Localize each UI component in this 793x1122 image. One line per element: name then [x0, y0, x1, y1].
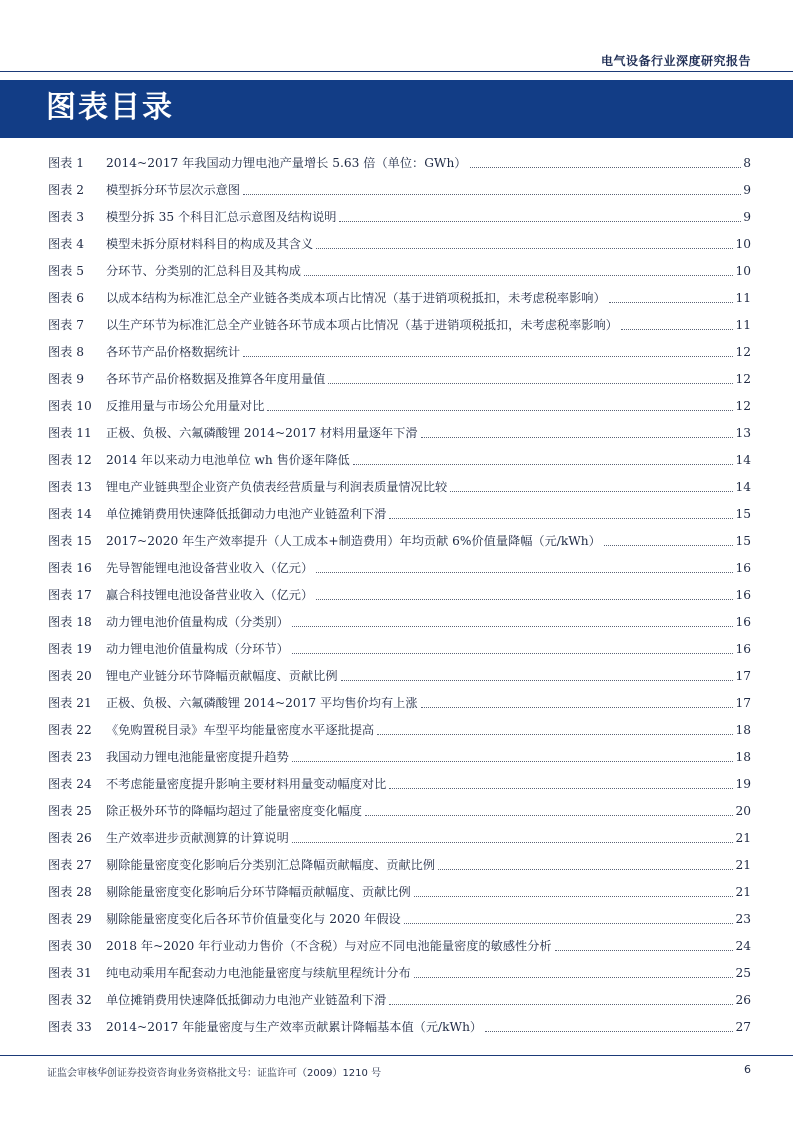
toc-entry-page: 11	[735, 291, 751, 305]
toc-entry-page: 16	[735, 615, 751, 629]
toc-entry-title: 2014~2017 年我国动力锂电池产量增长 5.63 倍（单位：GWh）	[106, 156, 467, 170]
toc-dot-leader	[377, 734, 733, 735]
toc-entry[interactable]	[48, 225, 751, 252]
page-number: 6	[744, 1063, 751, 1076]
toc-entry-label: 图表 7	[48, 318, 85, 332]
toc-entry-label: 图表 26	[48, 831, 92, 845]
toc-dot-leader	[389, 1004, 733, 1005]
toc-dot-leader	[470, 167, 742, 168]
toc-dot-leader	[421, 437, 734, 438]
toc-entry-page: 27	[735, 1020, 751, 1034]
toc-entry-title: 分环节、分类别的汇总科目及其构成	[106, 264, 301, 278]
footer-divider	[0, 1055, 793, 1056]
toc-entry[interactable]	[48, 603, 751, 630]
toc-entry[interactable]	[48, 495, 751, 522]
toc-dot-leader	[328, 383, 733, 384]
toc-entry-page: 8	[743, 156, 751, 170]
toc-entry-title: 以生产环节为标准汇总全产业链各环节成本项占比情况（基于进销项税抵扣，未考虑税率影响）	[106, 318, 618, 332]
toc-entry-page: 12	[735, 372, 751, 386]
toc-entry-label: 图表 4	[48, 237, 85, 251]
toc-entry[interactable]	[48, 711, 751, 738]
section-banner	[0, 80, 793, 138]
toc-entry[interactable]	[48, 684, 751, 711]
toc-entry[interactable]	[48, 306, 751, 333]
toc-entry-label: 图表 22	[48, 723, 92, 737]
toc-entry-label: 图表 20	[48, 669, 92, 683]
toc-entry[interactable]	[48, 927, 751, 954]
toc-dot-leader	[414, 896, 734, 897]
toc-dot-leader	[292, 626, 734, 627]
toc-entry-page: 21	[735, 831, 751, 845]
toc-entry-title: 模型拆分环节层次示意图	[106, 183, 241, 197]
toc-entry[interactable]	[48, 441, 751, 468]
toc-entry[interactable]	[48, 549, 751, 576]
toc-entry-label: 图表 16	[48, 561, 92, 575]
section-title: 图表目录	[46, 90, 174, 125]
toc-entry-title: 单位摊销费用快速降低抵御动力电池产业链盈利下滑	[106, 507, 387, 521]
toc-entry[interactable]	[48, 360, 751, 387]
toc-entry-page: 10	[735, 237, 751, 251]
toc-entry-label: 图表 18	[48, 615, 92, 629]
toc-entry[interactable]	[48, 171, 751, 198]
toc-entry[interactable]	[48, 657, 751, 684]
toc-entry-page: 18	[735, 723, 751, 737]
toc-entry-title: 赢合科技锂电池设备营业收入（亿元）	[106, 588, 314, 602]
header-divider	[0, 71, 793, 72]
toc-entry-title: 不考虑能量密度提升影响主要材料用量变动幅度对比	[106, 777, 387, 791]
toc-dot-leader	[243, 356, 733, 357]
toc-entry-title: 2018 年~2020 年行业动力售价（不含税）与对应不同电池能量密度的敏感性分析	[106, 939, 552, 953]
toc-dot-leader	[267, 410, 733, 411]
license-text: 证监会审核华创证券投资咨询业务资格批文号：证监许可（2009）1210 号	[47, 1068, 382, 1079]
toc-dot-leader	[609, 302, 734, 303]
toc-entry-label: 图表 6	[48, 291, 85, 305]
toc-entry-page: 17	[735, 669, 751, 683]
toc-dot-leader	[365, 815, 734, 816]
toc-entry[interactable]	[48, 900, 751, 927]
toc-dot-leader	[421, 707, 734, 708]
toc-entry-page: 21	[735, 885, 751, 899]
toc-entry-page: 16	[735, 588, 751, 602]
toc-entry-title: 各环节产品价格数据统计	[106, 345, 241, 359]
toc-entry-label: 图表 17	[48, 588, 92, 602]
toc-entry-label: 图表 2	[48, 183, 85, 197]
toc-entry-page: 12	[735, 399, 751, 413]
toc-entry-page: 13	[735, 426, 751, 440]
toc-entry-page: 18	[735, 750, 751, 764]
toc-entry-label: 图表 3	[48, 210, 85, 224]
toc-entry-label: 图表 31	[48, 966, 92, 980]
toc-dot-leader	[292, 761, 734, 762]
toc-entry-label: 图表 25	[48, 804, 92, 818]
toc-entry-label: 图表 29	[48, 912, 92, 926]
toc-entry-title: 模型分拆 35 个科目汇总示意图及结构说明	[106, 210, 337, 224]
toc-dot-leader	[316, 572, 733, 573]
toc-entry-page: 10	[735, 264, 751, 278]
toc-entry-label: 图表 23	[48, 750, 92, 764]
toc-entry-title: 锂电产业链典型企业资产负债表经营质量与利润表质量情况比较	[106, 480, 448, 494]
toc-entry-title: 生产效率进步贡献测算的计算说明	[106, 831, 289, 845]
toc-entry[interactable]	[48, 792, 751, 819]
toc-entry-label: 图表 9	[48, 372, 85, 386]
toc-entry[interactable]	[48, 576, 751, 603]
table-of-figures	[48, 144, 751, 1035]
toc-dot-leader	[292, 842, 734, 843]
toc-dot-leader	[353, 464, 734, 465]
toc-entry[interactable]	[48, 765, 751, 792]
toc-entry-label: 图表 14	[48, 507, 92, 521]
toc-entry-title: 《免购置税目录》车型平均能量密度水平逐批提高	[106, 723, 375, 737]
toc-entry[interactable]	[48, 387, 751, 414]
toc-entry-title: 动力锂电池价值量构成（分类别）	[106, 615, 289, 629]
toc-entry-title: 正极、负极、六氟磷酸锂 2014~2017 材料用量逐年下滑	[106, 426, 418, 440]
toc-entry-title: 纯电动乘用车配套动力电池能量密度与续航里程统计分布	[106, 966, 411, 980]
toc-dot-leader	[292, 653, 734, 654]
toc-entry-title: 反推用量与市场公允用量对比	[106, 399, 265, 413]
toc-entry-title: 2017~2020 年生产效率提升（人工成本+制造费用）年均贡献 6%价值量降幅（元/kWh）	[106, 534, 601, 548]
toc-dot-leader	[243, 194, 741, 195]
toc-entry-label: 图表 33	[48, 1020, 92, 1034]
toc-entry[interactable]	[48, 954, 751, 981]
toc-entry-title: 剔除能量密度变化后各环节价值量变化与 2020 年假设	[106, 912, 401, 926]
toc-entry-page: 24	[735, 939, 751, 953]
toc-entry-page: 23	[735, 912, 751, 926]
toc-entry-page: 16	[735, 561, 751, 575]
toc-entry[interactable]	[48, 198, 751, 225]
toc-dot-leader	[555, 950, 734, 951]
toc-dot-leader	[304, 275, 733, 276]
toc-entry[interactable]	[48, 738, 751, 765]
toc-dot-leader	[316, 248, 733, 249]
toc-entry-label: 图表 27	[48, 858, 92, 872]
toc-entry-title: 模型未拆分原材料科目的构成及其含义	[106, 237, 314, 251]
toc-entry[interactable]	[48, 144, 751, 171]
toc-entry-page: 14	[735, 453, 751, 467]
toc-entry-page: 15	[735, 507, 751, 521]
report-type-label: 电气设备行业深度研究报告	[600, 54, 751, 68]
toc-entry[interactable]	[48, 414, 751, 441]
toc-dot-leader	[389, 788, 733, 789]
toc-dot-leader	[450, 491, 733, 492]
toc-entry-title: 以成本结构为标准汇总全产业链各类成本项占比情况（基于进销项税抵扣，未考虑税率影响）	[106, 291, 606, 305]
toc-entry-page: 26	[735, 993, 751, 1007]
toc-dot-leader	[389, 518, 733, 519]
toc-entry-label: 图表 10	[48, 399, 92, 413]
toc-entry-label: 图表 19	[48, 642, 92, 656]
toc-entry-page: 9	[743, 210, 751, 224]
toc-entry-title: 剔除能量密度变化影响后分环节降幅贡献幅度、贡献比例	[106, 885, 411, 899]
toc-entry[interactable]	[48, 819, 751, 846]
toc-entry-label: 图表 1	[48, 156, 85, 170]
toc-entry-label: 图表 11	[48, 426, 92, 440]
toc-entry-label: 图表 21	[48, 696, 92, 710]
toc-entry-label: 图表 5	[48, 264, 85, 278]
toc-entry-title: 剔除能量密度变化影响后分类别汇总降幅贡献幅度、贡献比例	[106, 858, 436, 872]
toc-entry-label: 图表 8	[48, 345, 85, 359]
toc-dot-leader	[604, 545, 734, 546]
toc-entry[interactable]	[48, 630, 751, 657]
toc-entry-page: 9	[743, 183, 751, 197]
toc-dot-leader	[414, 977, 734, 978]
toc-entry-title: 2014~2017 年能量密度与生产效率贡献累计降幅基本值（元/kWh）	[106, 1020, 483, 1034]
toc-entry-page: 15	[735, 534, 751, 548]
toc-entry[interactable]	[48, 468, 751, 495]
toc-entry-page: 25	[735, 966, 751, 980]
toc-dot-leader	[339, 221, 741, 222]
toc-entry-page: 12	[735, 345, 751, 359]
toc-entry-page: 11	[735, 318, 751, 332]
toc-entry-label: 图表 30	[48, 939, 92, 953]
toc-entry[interactable]	[48, 1008, 751, 1035]
toc-entry-title: 各环节产品价格数据及推算各年度用量值	[106, 372, 326, 386]
toc-dot-leader	[341, 680, 734, 681]
toc-entry-title: 单位摊销费用快速降低抵御动力电池产业链盈利下滑	[106, 993, 387, 1007]
toc-entry-title: 锂电产业链分环节降幅贡献幅度、贡献比例	[106, 669, 338, 683]
toc-entry[interactable]	[48, 252, 751, 279]
toc-entry[interactable]	[48, 873, 751, 900]
toc-entry-title: 正极、负极、六氟磷酸锂 2014~2017 平均售价均有上涨	[106, 696, 418, 710]
toc-entry-label: 图表 12	[48, 453, 92, 467]
toc-entry-page: 16	[735, 642, 751, 656]
toc-entry[interactable]	[48, 279, 751, 306]
toc-dot-leader	[438, 869, 733, 870]
toc-entry-label: 图表 28	[48, 885, 92, 899]
toc-entry-title: 我国动力锂电池能量密度提升趋势	[106, 750, 289, 764]
toc-entry-label: 图表 13	[48, 480, 92, 494]
toc-entry-title: 2014 年以来动力电池单位 wh 售价逐年降低	[106, 453, 350, 467]
toc-entry-label: 图表 24	[48, 777, 92, 791]
toc-entry-page: 21	[735, 858, 751, 872]
toc-dot-leader	[485, 1031, 733, 1032]
toc-dot-leader	[621, 329, 734, 330]
toc-dot-leader	[316, 599, 733, 600]
toc-entry-page: 20	[735, 804, 751, 818]
toc-entry-page: 17	[735, 696, 751, 710]
toc-dot-leader	[404, 923, 734, 924]
toc-entry-label: 图表 32	[48, 993, 92, 1007]
toc-entry-title: 先导智能锂电池设备营业收入（亿元）	[106, 561, 314, 575]
toc-entry-page: 14	[735, 480, 751, 494]
toc-entry-title: 除正极外环节的降幅均超过了能量密度变化幅度	[106, 804, 362, 818]
toc-entry-page: 19	[735, 777, 751, 791]
toc-entry[interactable]	[48, 522, 751, 549]
toc-entry[interactable]	[48, 846, 751, 873]
toc-entry[interactable]	[48, 333, 751, 360]
toc-entry-label: 图表 15	[48, 534, 92, 548]
toc-entry[interactable]	[48, 981, 751, 1008]
toc-entry-title: 动力锂电池价值量构成（分环节）	[106, 642, 289, 656]
